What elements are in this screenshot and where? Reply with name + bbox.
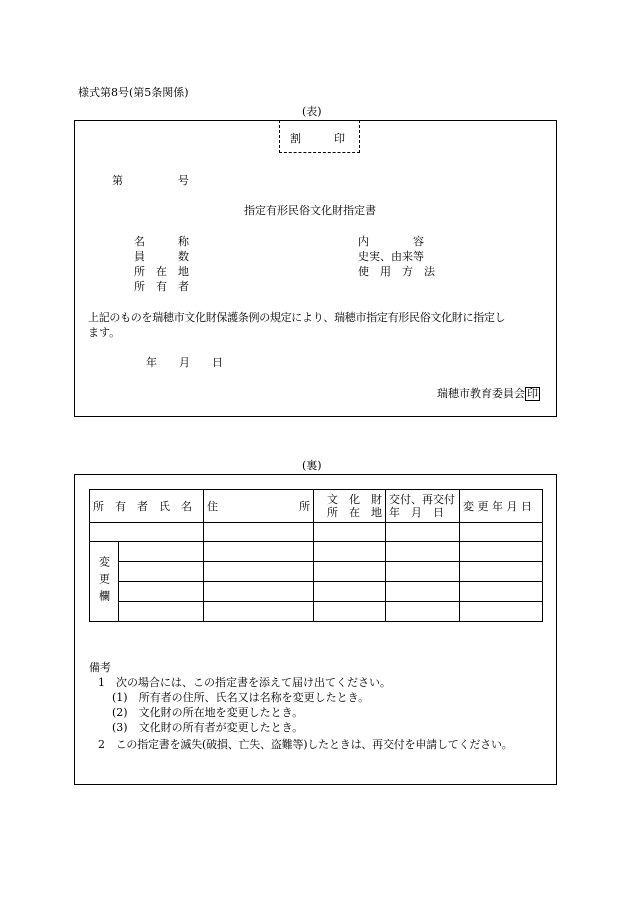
table-row <box>90 523 543 542</box>
location-header-line2: 所 在 地 <box>327 506 382 519</box>
table-cell[interactable] <box>314 523 386 542</box>
certificate-title: 指定有形民俗文化財指定書 <box>244 204 376 217</box>
note-1-item-1: (1) 所有者の住所、氏名又は名称を変更したとき。 <box>112 691 370 704</box>
note-1: 1 次の場合には、この指定書を添えて届け出てください。 <box>98 676 391 689</box>
table-cell[interactable] <box>314 582 386 602</box>
address-header-right: 所 <box>299 499 310 513</box>
issuer <box>437 385 540 401</box>
location-header-line1: 文 化 財 <box>327 493 382 506</box>
table-cell[interactable] <box>386 523 460 542</box>
field-content-label: 内 容 <box>358 235 424 248</box>
designation-statement-cont: ます。 <box>88 326 121 339</box>
note-1-item-2: (2) 文化財の所在地を変更したとき。 <box>112 706 304 719</box>
table-cell[interactable] <box>119 542 204 562</box>
table-cell[interactable] <box>386 582 460 602</box>
form-id: 様式第8号(第5条関係) <box>78 86 189 99</box>
field-quantity-label: 員 数 <box>134 250 189 263</box>
change-date-header-text: 変 更 年 月 日 <box>463 499 532 513</box>
field-owner-label: 所 有 者 <box>134 280 189 293</box>
table-cell[interactable] <box>204 582 314 602</box>
issue-date-header-line1: 交付、再交付 <box>389 493 455 506</box>
split-seal-label: 割 印 <box>290 132 345 145</box>
date-line: 年 月 日 <box>146 356 223 369</box>
table-cell[interactable] <box>204 542 314 562</box>
issue-date-header-line2: 年 月 日 <box>389 506 444 519</box>
table-cell[interactable] <box>314 562 386 582</box>
table-cell[interactable] <box>314 542 386 562</box>
table-cell[interactable] <box>386 542 460 562</box>
table-header-row <box>90 490 543 523</box>
address-header-left: 住 <box>207 499 218 513</box>
table-row <box>90 602 543 622</box>
table-cell[interactable] <box>204 523 314 542</box>
owner-name-header <box>90 490 204 523</box>
table-cell[interactable] <box>460 523 543 542</box>
table-cell[interactable] <box>204 602 314 622</box>
change-date-header <box>460 490 543 523</box>
field-name-label: 名 称 <box>134 235 189 248</box>
location-header <box>314 490 386 523</box>
table-cell[interactable] <box>90 523 204 542</box>
issuer-name: 瑞穂市教育委員会 <box>437 387 525 400</box>
table-cell[interactable] <box>386 602 460 622</box>
table-row <box>90 562 543 582</box>
field-location-label: 所 在 地 <box>134 265 189 278</box>
owner-name-header-text: 所 有 者 氏 名 <box>93 499 192 513</box>
table-row <box>90 542 543 562</box>
field-history-label: 史実、由来等 <box>358 250 424 263</box>
table-row <box>90 582 543 602</box>
note-1-item-3: (3) 文化財の所有者が変更したとき。 <box>112 721 304 734</box>
table-cell[interactable] <box>119 602 204 622</box>
table-cell[interactable] <box>460 562 543 582</box>
issuer-seal: 印 <box>527 387 538 400</box>
certificate-number-line: 第 号 <box>112 174 189 187</box>
front-side-label: (表) <box>302 105 322 118</box>
change-column-label: 変更欄 <box>90 542 119 622</box>
note-2: 2 この指定書を滅失(破損、亡失、盗難等)したときは、再交付を申請してください。 <box>98 738 513 751</box>
address-header <box>204 490 314 523</box>
table-cell[interactable] <box>386 562 460 582</box>
table-cell[interactable] <box>460 542 543 562</box>
change-record-table <box>89 489 543 622</box>
issue-date-header <box>386 490 460 523</box>
designation-statement: 上記のものを瑞穂市文化財保護条例の規定により、瑞穂市指定有形民俗文化財に指定し <box>88 311 506 324</box>
table-cell[interactable] <box>314 602 386 622</box>
back-side-label: (裏) <box>302 459 322 472</box>
table-cell[interactable] <box>460 582 543 602</box>
table-cell[interactable] <box>204 562 314 582</box>
field-usage-label: 使 用 方 法 <box>358 265 435 278</box>
notes-title: 備考 <box>89 661 111 674</box>
split-seal-area <box>279 120 360 153</box>
table-cell[interactable] <box>460 602 543 622</box>
table-cell[interactable] <box>119 562 204 582</box>
table-cell[interactable] <box>119 582 204 602</box>
